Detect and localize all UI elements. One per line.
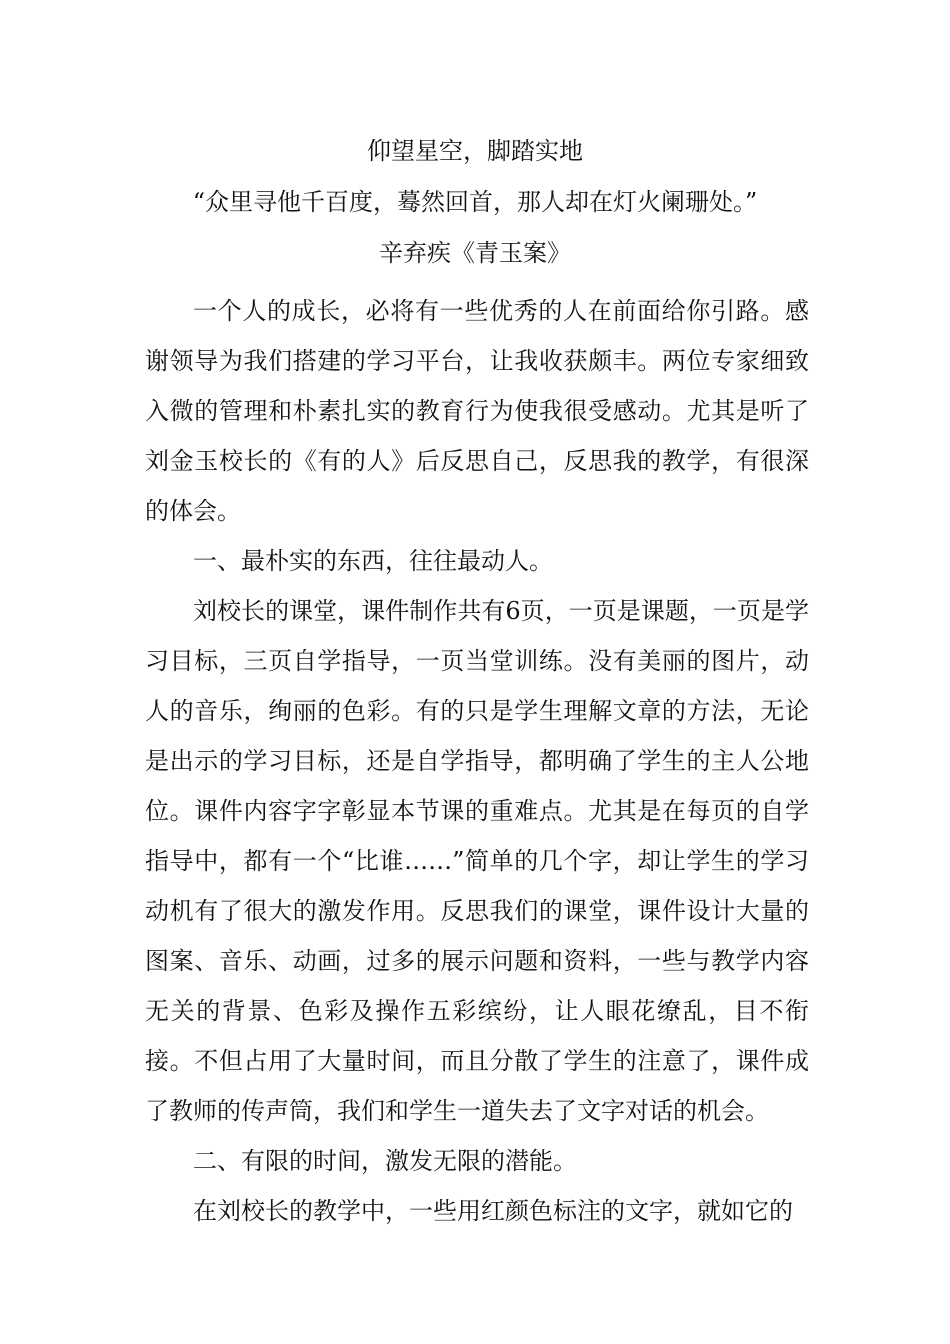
body-text <box>145 286 809 1236</box>
paragraph-intro: 一个人的成长，必将有一些优秀的人在前面给你引路。感谢领导为我们搭建的学习平台，让我收获颇丰。两位专家细致入微的管理和朴素扎实的教育行为使我很受感动。尤其是听了刘金玉校长的《有的人》后反思自己，反思我的教学，有很深的体会。 <box>145 297 809 525</box>
document-title: 仰望星空，脚踏实地 <box>367 137 583 165</box>
epigraph-attribution: 辛弃疾《青玉案》 <box>379 239 571 267</box>
paragraph-section-1: 刘校长的课堂，课件制作共有6页，一页是课题，一页是学习目标，三页自学指导，一页当堂训练。没有美丽的图片，动人的音乐，绚丽的色彩。有的只是学生理解文章的方法，无论是出示的学习目标，还是自学指导，都明确了学生的主人公地位。课件内容字字彰显本节课的重难点。尤其是在每页的自学指导中，都有一个“比谁……”简单的几个字，却让学生的学习动机有了很大的激发作用。反思我们的课堂，课件设计大量的图案、音乐、动画，过多的展示问题和资料，一些与教学内容无关的背景、色彩及操作五彩缤纷，让人眼花缭乱，目不衔接。不但占用了大量时间，而且分散了学生的注意了，课件成了教师的传声筒，我们和学生一道失去了文字对话的机会。 <box>145 597 809 1125</box>
epigraph-quote: “众里寻他千百度，蓦然回首，那人却在灯火阑珊处。” <box>192 188 758 216</box>
paragraph-section-2: 在刘校长的教学中，一些用红颜色标注的文字，就如它的 <box>193 1197 793 1225</box>
section-heading-2: 二、有限的时间，激发无限的潜能。 <box>193 1147 577 1175</box>
section-heading-1: 一、最朴实的东西，往往最动人。 <box>193 547 553 575</box>
